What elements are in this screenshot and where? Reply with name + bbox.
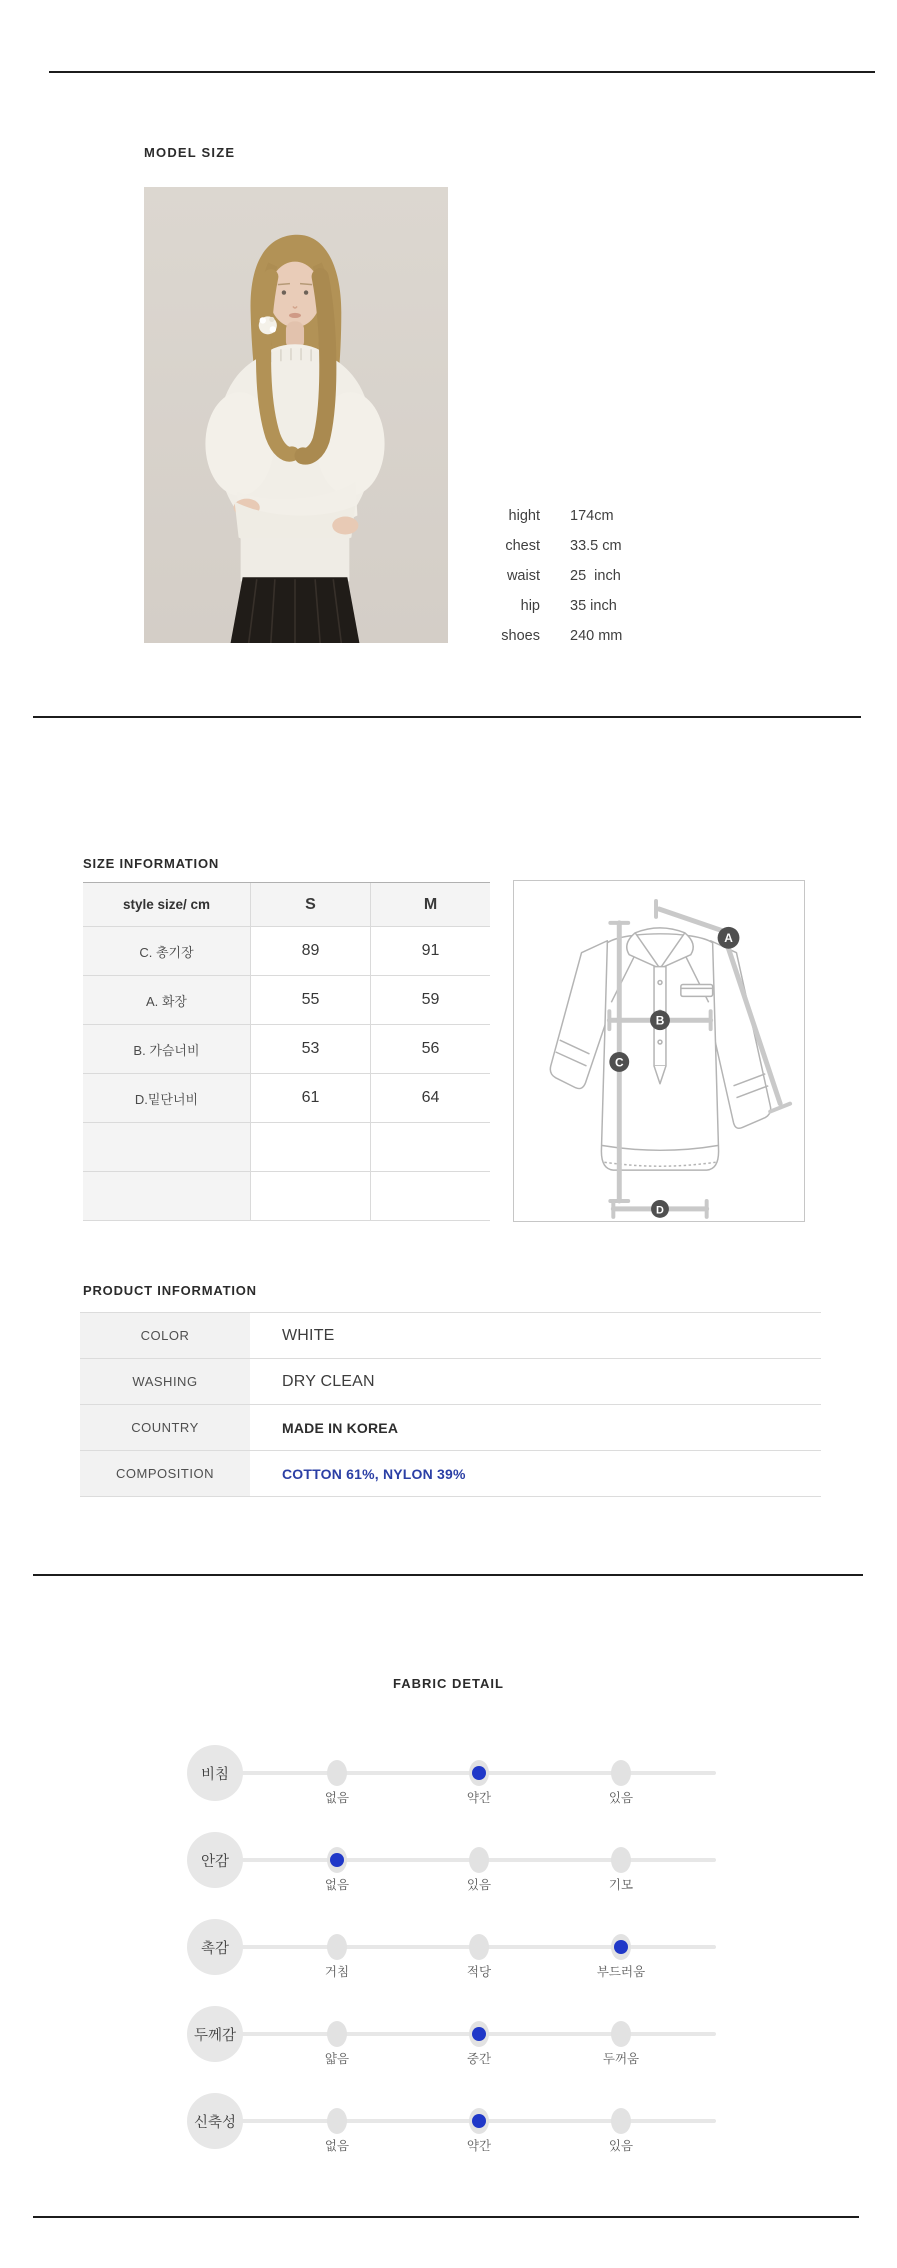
product-info-value: WHITE <box>282 1326 335 1344</box>
size-cell <box>250 1123 370 1171</box>
fabric-scale-dot <box>611 2108 631 2134</box>
fabric-option-label: 얇음 <box>324 2052 350 2066</box>
product-info-label: COLOR <box>80 1313 250 1358</box>
garment-diagram-drawing <box>514 881 804 1221</box>
size-cell: 61 <box>250 1074 370 1122</box>
size-cell: 56 <box>370 1025 490 1073</box>
fabric-scale-dot <box>469 1847 489 1873</box>
size-row-label <box>83 1172 250 1220</box>
size-cell: 89 <box>250 927 370 975</box>
size-row-label: C. 총기장 <box>83 927 250 975</box>
fabric-scale-dot <box>469 2108 489 2134</box>
fabric-option-label: 기모 <box>608 1878 634 1892</box>
model-photo <box>144 187 448 643</box>
product-info-row <box>80 1405 821 1451</box>
size-row-label: A. 화장 <box>83 976 250 1024</box>
fabric-scale-dot <box>327 1934 347 1960</box>
fabric-scale-dot <box>327 1847 347 1873</box>
product-info-value: DRY CLEAN <box>282 1372 375 1390</box>
size-table-row <box>83 976 490 1025</box>
fabric-category-badge: 두께감 <box>187 2006 243 2062</box>
measurement-row <box>430 501 622 531</box>
measurement-label: hight <box>508 508 540 524</box>
size-cell: 64 <box>370 1074 490 1122</box>
fabric-option-label: 있음 <box>466 1878 492 1892</box>
measurement-label: chest <box>505 538 540 554</box>
measurement-row <box>430 621 622 651</box>
fabric-option-label: 부드러움 <box>596 1965 646 1979</box>
product-info-row <box>80 1313 821 1359</box>
fabric-option-label: 없음 <box>324 1791 350 1805</box>
fabric-option-label: 약간 <box>466 2139 492 2153</box>
size-table-header-cell: S <box>250 883 370 926</box>
size-row-label: D.밑단너비 <box>83 1074 250 1122</box>
measurement-label: waist <box>506 568 540 584</box>
size-table-row <box>83 1172 490 1221</box>
fabric-option-label: 약간 <box>466 1791 492 1805</box>
size-cell: 53 <box>250 1025 370 1073</box>
right-sleeve <box>711 941 771 1129</box>
product-composition-value: COTTON 61%, NYLON 39% <box>282 1465 466 1482</box>
section-divider <box>33 716 861 718</box>
size-information-heading: SIZE INFORMATION <box>83 856 220 871</box>
fabric-option-label: 거침 <box>324 1965 350 1979</box>
size-table-row <box>83 1025 490 1074</box>
measurement-row <box>430 561 622 591</box>
size-table-header-row <box>83 883 490 927</box>
size-table-header-cell: style size/ cm <box>83 883 250 926</box>
fabric-scale-dot <box>611 1760 631 1786</box>
fabric-scale-dot <box>469 2021 489 2047</box>
model-size-heading: MODEL SIZE <box>144 145 236 160</box>
fabric-scale-dot <box>469 1760 489 1786</box>
garment-measurement-diagram <box>513 880 805 1222</box>
size-row-label <box>83 1123 250 1171</box>
measurement-value: 25 inch <box>570 568 621 584</box>
size-table-row <box>83 1074 490 1123</box>
size-cell <box>370 1123 490 1171</box>
fabric-scale-dot <box>611 1934 631 1960</box>
measurement-label: shoes <box>501 628 540 644</box>
model-illustration <box>144 187 448 643</box>
fabric-option-label: 두꺼움 <box>602 2052 640 2066</box>
section-divider <box>33 2216 859 2218</box>
fabric-scale-dot <box>327 1760 347 1786</box>
product-info-row <box>80 1451 821 1497</box>
section-divider <box>49 71 875 73</box>
fabric-scale-dot <box>469 1934 489 1960</box>
section-divider <box>33 1574 863 1576</box>
marker-a-letter: A <box>724 931 733 946</box>
measurement-value: 35 inch <box>570 598 617 614</box>
measurement-row <box>430 531 622 561</box>
fabric-scale-dot <box>327 2108 347 2134</box>
fabric-scale-dot <box>327 2021 347 2047</box>
fabric-option-label: 적당 <box>466 1965 492 1979</box>
fabric-option-label: 있음 <box>608 2139 634 2153</box>
marker-d-letter: D <box>656 1204 664 1217</box>
fabric-category-badge: 안감 <box>187 1832 243 1888</box>
size-row-label: B. 가슴너비 <box>83 1025 250 1073</box>
size-cell: 59 <box>370 976 490 1024</box>
fabric-option-label: 있음 <box>608 1791 634 1805</box>
fabric-scale-dot <box>611 2021 631 2047</box>
fabric-option-label: 없음 <box>324 2139 350 2153</box>
fabric-category-badge: 신축성 <box>187 2093 243 2149</box>
size-table <box>83 882 490 1221</box>
product-info-label: COUNTRY <box>80 1405 250 1450</box>
marker-b-letter: B <box>655 1013 665 1028</box>
size-table-row <box>83 1123 490 1172</box>
size-cell: 91 <box>370 927 490 975</box>
measurement-value: 240 mm <box>570 628 623 644</box>
model-measurements <box>430 501 622 651</box>
product-information-heading: PRODUCT INFORMATION <box>83 1283 257 1298</box>
left-sleeve <box>550 941 609 1089</box>
measurement-label: hip <box>520 598 540 614</box>
fabric-scale-dot <box>611 1847 631 1873</box>
fabric-category-badge: 비침 <box>187 1745 243 1801</box>
product-info-label: COMPOSITION <box>80 1451 250 1496</box>
fabric-option-label: 없음 <box>324 1878 350 1892</box>
size-cell <box>370 1172 490 1220</box>
size-table-header-cell: M <box>370 883 490 926</box>
size-table-row <box>83 927 490 976</box>
fabric-option-label: 중간 <box>466 2052 492 2066</box>
product-info-label: WASHING <box>80 1359 250 1404</box>
measurement-value: 174cm <box>570 508 614 524</box>
product-info-table <box>80 1312 821 1497</box>
measurement-value: 33.5 cm <box>570 538 622 554</box>
product-info-value: MADE IN KOREA <box>282 1419 399 1436</box>
size-cell <box>250 1172 370 1220</box>
measurement-row <box>430 591 622 621</box>
marker-c-letter: C <box>614 1055 624 1070</box>
pocket <box>681 984 713 996</box>
size-cell: 55 <box>250 976 370 1024</box>
fabric-detail-heading: FABRIC DETAIL <box>393 1676 504 1691</box>
earring <box>259 316 277 334</box>
fabric-category-badge: 촉감 <box>187 1919 243 1975</box>
product-info-row <box>80 1359 821 1405</box>
